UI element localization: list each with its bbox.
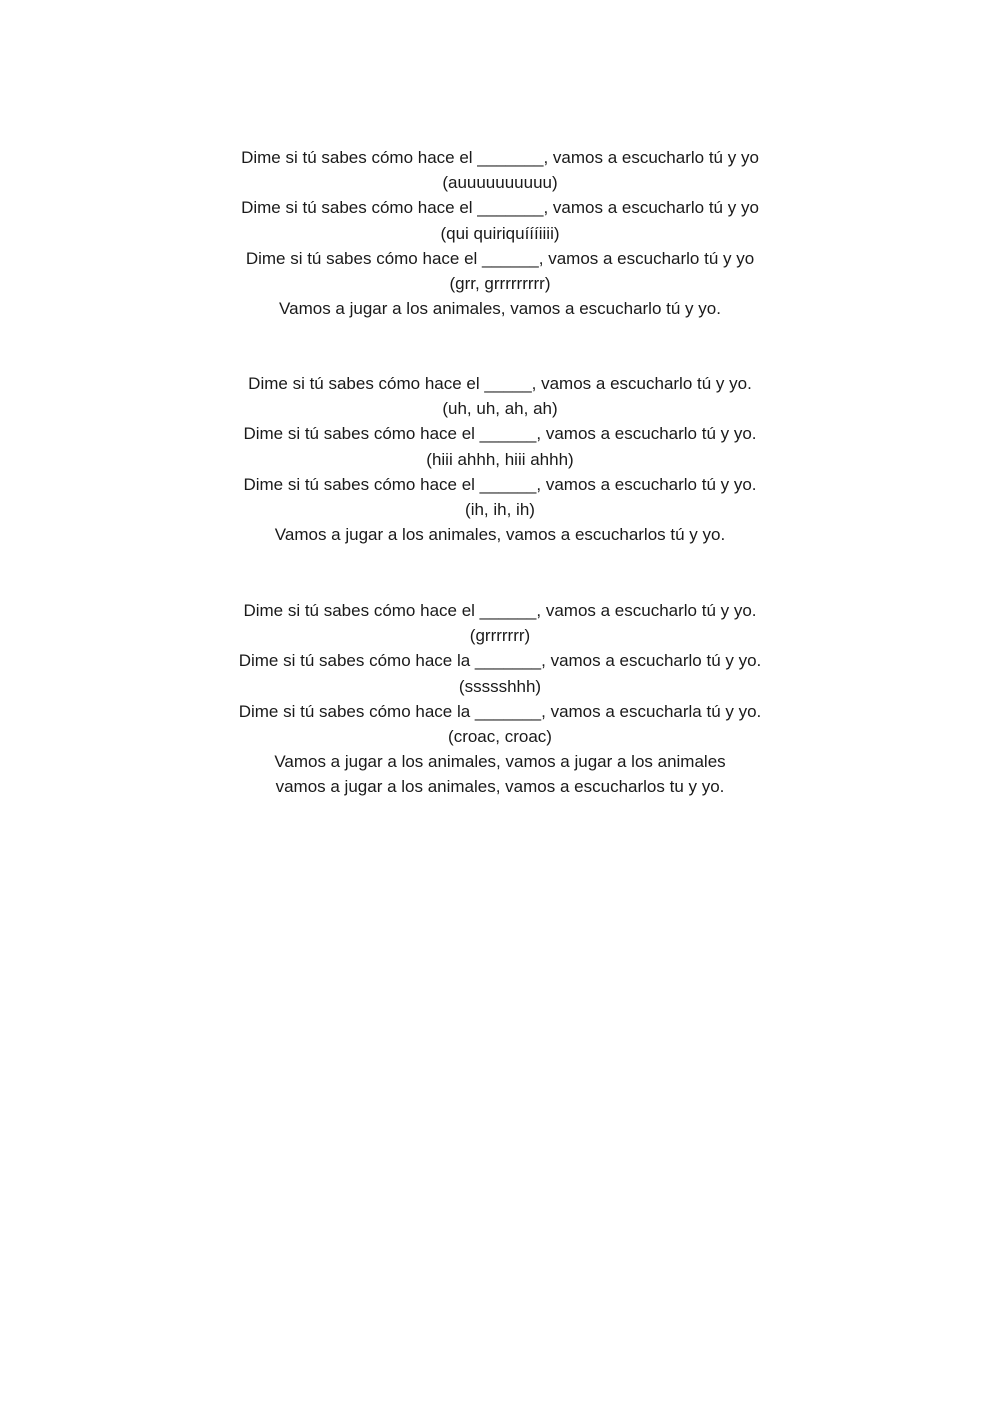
sound-line: (ih, ih, ih) <box>465 499 535 519</box>
sound-line: (qui quiriquíííiiii) <box>440 223 560 243</box>
sound-line: (grrrrrrr) <box>469 626 531 646</box>
lyric-line: Dime si tú sabes cómo hace el ______, vamos a escucharlo tú y yo <box>245 248 755 268</box>
lyric-line: Dime si tú sabes cómo hace el _______, vamos a escucharlo tú y yo <box>241 148 759 167</box>
lyric-line: Dime si tú sabes cómo hace el ______, vamos a escucharlo tú y yo. <box>243 424 757 444</box>
lyric-line: Dime si tú sabes cómo hace el ______, vamos a escucharlo tú y yo. <box>243 601 757 620</box>
sound-line: (grr, grrrrrrrrr) <box>449 273 551 293</box>
stanza-1 <box>0 145 1000 321</box>
lyric-line: Dime si tú sabes cómo hace el _______, vamos a escucharlo tú y yo <box>241 198 759 218</box>
sound-line: (uh, uh, ah, ah) <box>442 399 558 419</box>
chorus-line: Vamos a jugar a los animales, vamos a jugar a los animales <box>274 752 726 772</box>
lyric-line: Dime si tú sabes cómo hace la _______, vamos a escucharlo tú y yo. <box>238 651 762 671</box>
sound-line: (croac, croac) <box>448 726 552 746</box>
sound-line: (auuuuuuuuuu) <box>442 173 558 193</box>
lyric-line: Dime si tú sabes cómo hace el ______, vamos a escucharlo tú y yo. <box>243 474 757 494</box>
lyric-line: Dime si tú sabes cómo hace el _____, vamos a escucharlo tú y yo. <box>248 374 752 393</box>
chorus-line: Vamos a jugar a los animales, vamos a escucharlos tú y yo. <box>274 525 726 545</box>
sound-line: (hiii ahhh, hiii ahhh) <box>426 449 574 469</box>
chorus-line: Vamos a jugar a los animales, vamos a escucharlo tú y yo. <box>279 299 721 319</box>
stanza-2 <box>0 371 1000 547</box>
stanza-3 <box>0 598 1000 800</box>
chorus-line: vamos a jugar a los animales, vamos a escucharlos tu y yo. <box>275 777 725 797</box>
lyric-line: Dime si tú sabes cómo hace la _______, vamos a escucharla tú y yo. <box>238 701 762 721</box>
sound-line: (ssssshhh) <box>458 676 542 696</box>
